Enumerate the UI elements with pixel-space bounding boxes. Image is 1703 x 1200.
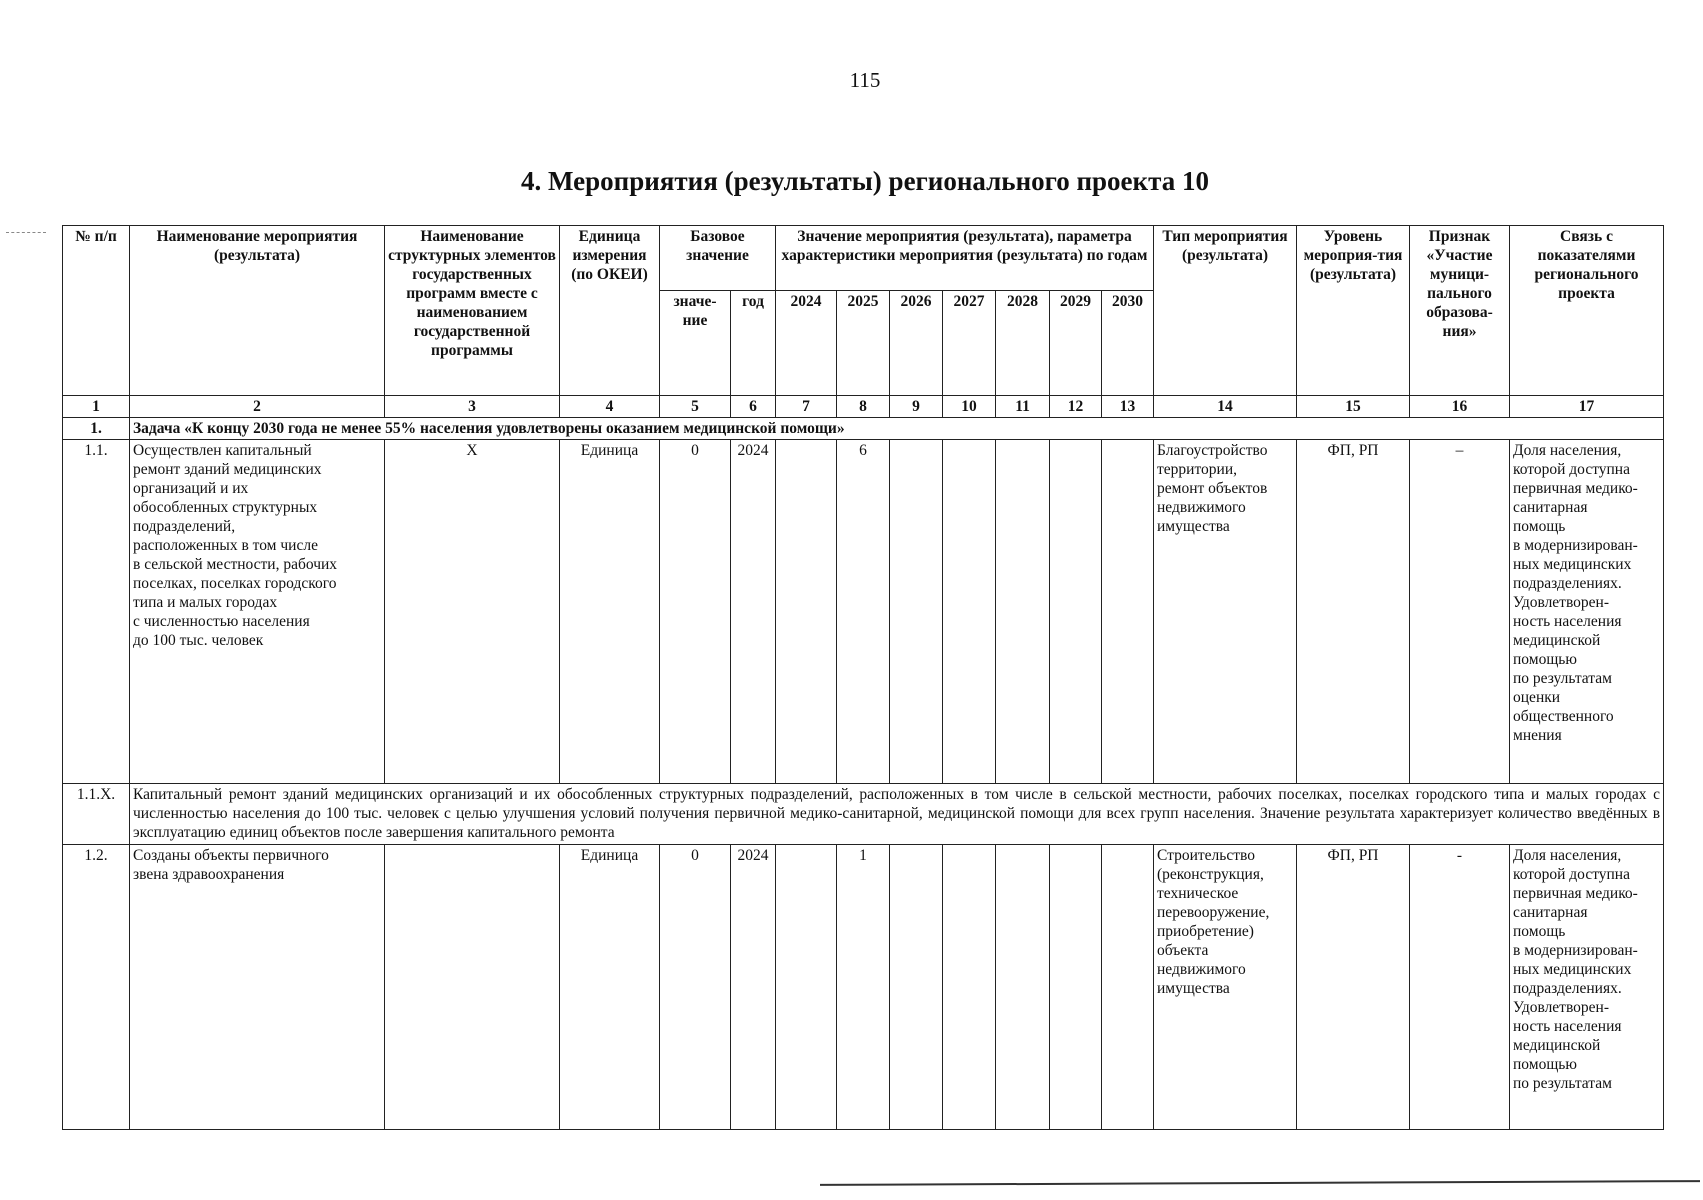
row-link: Доля населения, которой доступна первичная медико- санитарная помощь в модернизирован- ных медицинских подразделениях. Удовлетворен- ность населения медицинской помощью по результатам (1510, 845, 1664, 1130)
header-year: 2024 (776, 291, 837, 396)
row-level: ФП, РП (1297, 440, 1410, 784)
column-number: 13 (1102, 396, 1154, 418)
header-unit: Единица измерения (по ОКЕИ) (560, 226, 660, 396)
row-unit: Единица (560, 845, 660, 1130)
page-number: 115 (849, 68, 881, 92)
description-text: Капитальный ремонт зданий медицинских организаций и их обособленных структурных подразделений, расположенных в том числе в сельской местности, рабочих поселках, поселках городского типа и малых городах с численностью населения до 100 тыс. человек с целью улучшения условий получения первичной медико-санитарной, медицинской помощи для всех групп населения. Значение результата характеризует количество введённых в эксплуатацию единиц объектов после завершения капитального ремонта (130, 784, 1664, 845)
row-name: Созданы объекты первичного звена здравоохранения (130, 845, 385, 1130)
row-name: Осуществлен капитальный ремонт зданий медицинских организаций и их обособленных структурных подразделений, расположенных в том числе в сельской местности, рабочих поселках, поселках городского типа и малых городах с численностью населения до 100 тыс. человек (130, 440, 385, 784)
row-num: 1.2. (63, 845, 130, 1130)
row-value-2028 (996, 440, 1050, 784)
column-number: 7 (776, 396, 837, 418)
row-municipal: - (1410, 845, 1510, 1130)
row-value-2024 (776, 440, 837, 784)
description-num: 1.1.Х. (63, 784, 130, 845)
header-num: № п/п (63, 226, 130, 396)
row-type: Строительство (реконструкция, техническое перевооружение, приобретение) объекта недвижимого имущества (1154, 845, 1297, 1130)
row-link: Доля населения, которой доступна первичная медико- санитарная помощь в модернизирован- ных медицинских подразделениях. Удовлетворен- ность населения медицинской помощью по результатам оценки общественного мнения (1510, 440, 1664, 784)
column-number: 11 (996, 396, 1050, 418)
row-value-2030 (1102, 845, 1154, 1130)
description-row (63, 784, 1664, 845)
row-value-2025: 1 (837, 845, 890, 1130)
page-title: 4. Мероприятия (результаты) регионального проекта 10 (521, 166, 1209, 196)
row-num: 1.1. (63, 440, 130, 784)
header-year: 2028 (996, 291, 1050, 396)
table-row (63, 440, 1664, 784)
row-value-2024 (776, 845, 837, 1130)
header-values: Значение мероприятия (результата), параметра характеристики мероприятия (результата) по годам (776, 226, 1154, 291)
task-row (63, 418, 1664, 440)
header-year: 2030 (1102, 291, 1154, 396)
task-text: Задача «К концу 2030 года не менее 55% населения удовлетворены оказанием медицинской помощи» (130, 418, 1664, 440)
header-year: 2029 (1050, 291, 1102, 396)
scan-bottom-line (820, 1180, 1700, 1186)
row-value-2025: 6 (837, 440, 890, 784)
row-struct: Х (385, 440, 560, 784)
results-table (62, 225, 1664, 1130)
row-value-2026 (890, 440, 943, 784)
row-base-year: 2024 (731, 845, 776, 1130)
column-number: 16 (1410, 396, 1510, 418)
column-number: 10 (943, 396, 996, 418)
row-municipal: – (1410, 440, 1510, 784)
column-number: 14 (1154, 396, 1297, 418)
table-row (63, 845, 1664, 1130)
header-struct: Наименование структурных элементов государственных программ вместе с наименованием государственной программы (385, 226, 560, 396)
row-value-2026 (890, 845, 943, 1130)
column-number: 2 (130, 396, 385, 418)
header-row-1 (63, 226, 1664, 291)
row-value-2027 (943, 845, 996, 1130)
column-number: 8 (837, 396, 890, 418)
row-value-2027 (943, 440, 996, 784)
column-number: 15 (1297, 396, 1410, 418)
column-number: 12 (1050, 396, 1102, 418)
row-type: Благоустройство территории, ремонт объектов недвижимого имущества (1154, 440, 1297, 784)
header-year: 2027 (943, 291, 996, 396)
header-level: Уровень мероприя-тия (результата) (1297, 226, 1410, 396)
column-number: 9 (890, 396, 943, 418)
column-number: 17 (1510, 396, 1664, 418)
row-base-value: 0 (660, 440, 731, 784)
column-number: 6 (731, 396, 776, 418)
row-value-2028 (996, 845, 1050, 1130)
row-value-2030 (1102, 440, 1154, 784)
row-struct (385, 845, 560, 1130)
scan-margin-mark (6, 232, 46, 235)
row-level: ФП, РП (1297, 845, 1410, 1130)
row-value-2029 (1050, 845, 1102, 1130)
column-number: 4 (560, 396, 660, 418)
header-base: Базовое значение (660, 226, 776, 291)
header-municipal: Признак «Участие муници-пального образова-ния» (1410, 226, 1510, 396)
header-year: 2026 (890, 291, 943, 396)
header-base-year: год (731, 291, 776, 396)
header-type: Тип мероприятия (результата) (1154, 226, 1297, 396)
row-unit: Единица (560, 440, 660, 784)
column-number: 5 (660, 396, 731, 418)
column-number-row (63, 396, 1664, 418)
header-base-value: значе-ние (660, 291, 731, 396)
task-num: 1. (63, 418, 130, 440)
row-base-year: 2024 (731, 440, 776, 784)
column-number: 3 (385, 396, 560, 418)
column-number: 1 (63, 396, 130, 418)
row-value-2029 (1050, 440, 1102, 784)
header-year: 2025 (837, 291, 890, 396)
row-base-value: 0 (660, 845, 731, 1130)
header-link: Связь с показателями регионального проекта (1510, 226, 1664, 396)
header-name: Наименование мероприятия (результата) (130, 226, 385, 396)
